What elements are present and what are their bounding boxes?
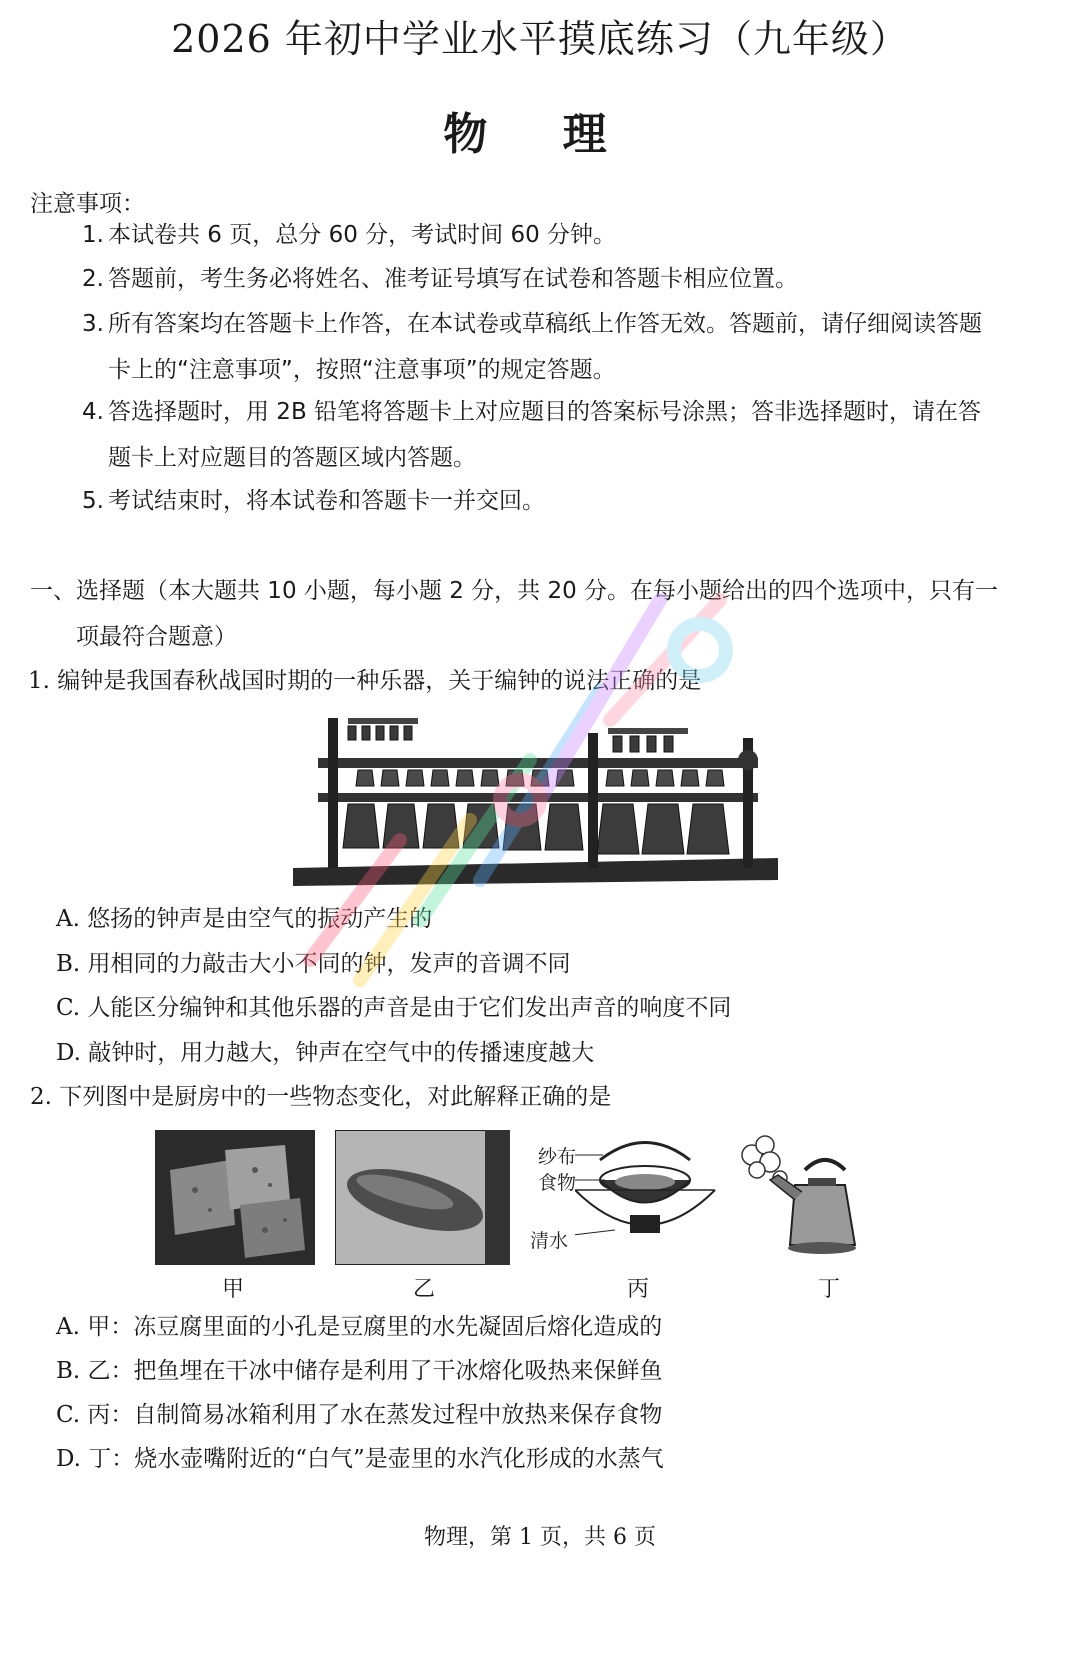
homemade-cooler-diagram: [575, 1130, 720, 1260]
notice-item-text: 所有答案均在答题卡上作答，在本试卷或草稿纸上作答无效。答题前，请仔细阅读答题: [108, 311, 982, 337]
question-1-option-c: C. 人能区分编钟和其他乐器的声音是由于它们发出声音的响度不同: [56, 995, 732, 1021]
frozen-tofu-image: [155, 1130, 315, 1265]
notice-item-2: [82, 256, 1062, 302]
section-heading-line2: 项最符合题意）: [76, 624, 237, 650]
notice-item-continuation: 卡上的“注意事项”，按照“注意事项”的规定答题。: [108, 357, 616, 383]
fish-dry-ice-image: [335, 1130, 510, 1265]
figure-label-yi: 乙: [413, 1277, 436, 1302]
notice-item-3: [82, 301, 1062, 393]
figure-label-jia: 甲: [222, 1277, 245, 1302]
question-2-stem: 2. 下列图中是厨房中的一些物态变化，对此解释正确的是: [30, 1084, 612, 1110]
food-label: 食物: [538, 1172, 577, 1194]
question-1-option-b: B. 用相同的力敲击大小不同的钟，发声的音调不同: [56, 951, 571, 977]
question-2-option-a: A. 甲：冻豆腐里面的小孔是豆腐里的水先凝固后熔化造成的: [56, 1314, 663, 1340]
gauze-label: 纱布: [538, 1146, 577, 1168]
notice-item-text: 答选择题时，用 2B 铅笔将答题卡上对应题目的答案标号涂黑；答非选择题时，请在答: [108, 399, 982, 425]
question-1-option-a: A. 悠扬的钟声是由空气的振动产生的: [56, 906, 433, 932]
subject-title: 物 理: [443, 109, 637, 160]
notice-item-1: [82, 212, 1062, 258]
notice-item-text: 答题前，考生务必将姓名、准考证号填写在试卷和答题卡相应位置。: [108, 266, 798, 292]
notice-item-text: 本试卷共 6 页，总分 60 分，考试时间 60 分钟。: [108, 222, 617, 248]
notice-item-number: 2.: [82, 266, 104, 292]
question-2-option-c: C. 丙：自制简易冰箱利用了水在蒸发过程中放热来保存食物: [56, 1402, 663, 1428]
notice-item-4: [82, 389, 1062, 481]
bianzhong-image: [288, 708, 783, 888]
notice-item-text: 考试结束时，将本试卷和答题卡一并交回。: [108, 488, 545, 514]
section-heading-line1: 一、选择题（本大题共 10 小题，每小题 2 分，共 20 分。在每小题给出的四个选项中，只有一: [30, 578, 999, 604]
notice-item-number: 5.: [82, 488, 104, 514]
page-footer: 物理，第 1 页，共 6 页: [424, 1525, 656, 1550]
notice-title: 注意事项：: [30, 191, 145, 217]
figure-label-ding: 丁: [818, 1277, 841, 1302]
section-heading-choice: [30, 568, 1050, 660]
question-1-stem: 1. 编钟是我国春秋战国时期的一种乐器，关于编钟的说法正确的是: [28, 668, 702, 694]
notice-item-number: 4.: [82, 399, 104, 425]
notice-item-number: 3.: [82, 311, 104, 337]
notice-item-number: 1.: [82, 222, 104, 248]
notice-item-continuation: 题卡上对应题目的答题区域内答题。: [108, 445, 476, 471]
figure-label-bing: 丙: [627, 1277, 650, 1302]
notice-item-5: [82, 478, 1062, 524]
question-1-option-d: D. 敲钟时，用力越大，钟声在空气中的传播速度越大: [56, 1040, 595, 1066]
boiling-kettle-image: [730, 1130, 870, 1260]
question-2-option-b: B. 乙：把鱼埋在干冰中储存是利用了干冰熔化吸热来保鲜鱼: [56, 1358, 663, 1384]
water-label: 清水: [530, 1230, 569, 1252]
exam-title: 2026 年初中学业水平摸底练习（九年级）: [171, 17, 909, 61]
question-2-option-d: D. 丁：烧水壶嘴附近的“白气”是壶里的水汽化形成的水蒸气: [56, 1446, 664, 1472]
